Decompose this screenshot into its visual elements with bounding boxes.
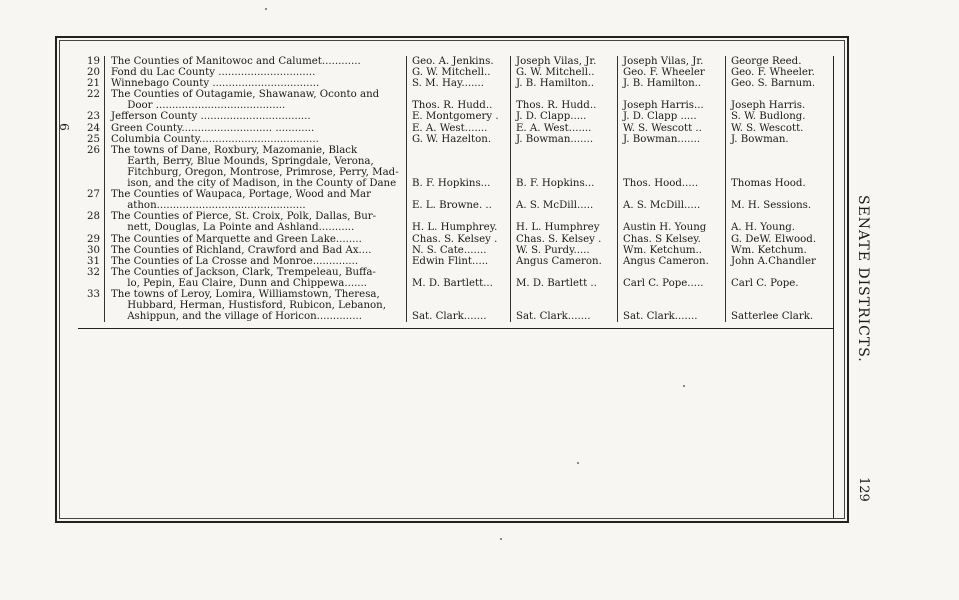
senator-col-2: G. W. Mitchell.. — [510, 67, 617, 78]
senator-col-4 — [725, 89, 837, 100]
senator-col-4: Geo. S. Barnum. — [725, 78, 837, 89]
paper-speck — [683, 385, 685, 387]
senator-col-1: Sat. Clark....... — [406, 311, 510, 322]
senator-col-4: Carl C. Pope. — [725, 278, 837, 289]
senator-col-3 — [617, 289, 725, 300]
district-number: 31 — [87, 255, 100, 267]
senator-col-4 — [725, 267, 837, 278]
district-number: 29 — [87, 233, 100, 245]
table-row — [78, 245, 833, 256]
district-description: Hubbard, Herman, Hustisford, Rubicon, Lebanon, — [104, 300, 406, 311]
senator-col-1: Geo. A. Jenkins. — [406, 56, 510, 67]
senator-col-1 — [406, 145, 510, 156]
side-title: SENATE DISTRICTS. — [855, 195, 871, 363]
senator-col-1 — [406, 300, 510, 311]
senator-col-3: Austin H. Young — [617, 222, 725, 233]
district-description: The Counties of La Crosse and Monroe.............. — [104, 256, 406, 267]
district-number: 22 — [87, 89, 100, 101]
district-number: 32 — [87, 266, 100, 278]
senator-col-3: Joseph Vilas, Jr. — [617, 56, 725, 67]
district-description: Door ........................................ — [104, 100, 406, 111]
senator-col-3: Thos. Hood..... — [617, 178, 725, 189]
senator-col-4: W. S. Wescott. — [725, 123, 837, 134]
senator-col-3: Wm. Ketchum.. — [617, 245, 725, 256]
district-number: 23 — [87, 111, 100, 123]
senator-col-2: J. Bowman....... — [510, 134, 617, 145]
senator-col-3: J. D. Clapp ..... — [617, 111, 725, 122]
table-right-rule — [833, 56, 834, 518]
senator-col-2: Joseph Vilas, Jr. — [510, 56, 617, 67]
district-number: 27 — [87, 189, 100, 201]
senator-col-2: M. D. Bartlett .. — [510, 278, 617, 289]
district-description: nett, Douglas, La Pointe and Ashland........... — [104, 222, 406, 233]
senator-col-2 — [510, 145, 617, 156]
page-number: 129 — [856, 477, 871, 502]
senator-col-1: S. M. Hay....... — [406, 78, 510, 89]
senator-col-2 — [510, 189, 617, 200]
district-number: 21 — [87, 78, 100, 90]
district-number — [78, 278, 104, 289]
table-row — [78, 156, 833, 167]
district-number: 33 — [87, 288, 100, 300]
table-row — [78, 111, 833, 122]
senator-col-3: W. S. Wescott .. — [617, 123, 725, 134]
senator-col-3: Geo. F. Wheeler — [617, 67, 725, 78]
district-description: The Counties of Waupaca, Portage, Wood and Mar — [104, 189, 406, 200]
table-row — [78, 134, 833, 145]
senator-col-2: E. A. West....... — [510, 123, 617, 134]
table-row — [78, 200, 833, 211]
table-row — [78, 267, 833, 278]
senator-col-1 — [406, 211, 510, 222]
district-number — [78, 200, 104, 211]
district-description: Winnebago County ................................. — [104, 78, 406, 89]
senate-districts-table — [78, 56, 833, 322]
senator-col-1: G. W. Mitchell.. — [406, 67, 510, 78]
district-description: The towns of Leroy, Lomira, Williamstown, Theresa, — [104, 289, 406, 300]
senator-col-3: Sat. Clark....... — [617, 311, 725, 322]
district-number: 28 — [87, 211, 100, 223]
senator-col-3 — [617, 300, 725, 311]
senator-col-4: Thomas Hood. — [725, 178, 837, 189]
district-description: Fond du Lac County .............................. — [104, 67, 406, 78]
senator-col-4: Satterlee Clark. — [725, 311, 837, 322]
senator-col-2: W. S. Purdy..... — [510, 245, 617, 256]
paper-speck — [500, 538, 502, 540]
senator-col-4: Joseph Harris. — [725, 100, 837, 111]
senator-col-2: Thos. R. Hudd.. — [510, 100, 617, 111]
senator-col-2: J. B. Hamilton.. — [510, 78, 617, 89]
senator-col-2: Chas. S. Kelsey . — [510, 234, 617, 245]
district-description: Green County............................ ............ — [104, 123, 406, 134]
senator-col-3: Carl C. Pope..... — [617, 278, 725, 289]
senator-col-2 — [510, 211, 617, 222]
senator-col-3: J. B. Hamilton.. — [617, 78, 725, 89]
district-number: 19 — [87, 56, 100, 67]
senator-col-3: Angus Cameron. — [617, 256, 725, 267]
senator-col-3: Joseph Harris... — [617, 100, 725, 111]
table-bottom-rule — [78, 328, 833, 329]
table-row — [78, 289, 833, 300]
table-row — [78, 300, 833, 311]
district-description: Fitchburg, Oregon, Montrose, Primrose, Perry, Mad- — [104, 167, 406, 178]
table-row — [78, 56, 833, 67]
district-number: 26 — [87, 144, 100, 156]
senator-col-4 — [725, 156, 837, 167]
senator-col-1 — [406, 167, 510, 178]
district-number: 20 — [87, 67, 100, 79]
senator-col-2 — [510, 89, 617, 100]
table-row — [78, 178, 833, 189]
senator-col-2: B. F. Hopkins... — [510, 178, 617, 189]
senator-col-4: M. H. Sessions. — [725, 200, 837, 211]
district-description: Jefferson County .................................. — [104, 111, 406, 122]
district-description: The Counties of Outagamie, Shawanaw, Oconto and — [104, 89, 406, 100]
senator-col-4: Geo. F. Wheeler. — [725, 67, 837, 78]
margin-number: 6 — [56, 123, 71, 131]
district-description: The Counties of Jackson, Clark, Trempeleau, Buffa- — [104, 267, 406, 278]
senator-col-1: G. W. Hazelton. — [406, 134, 510, 145]
senator-col-1: Chas. S. Kelsey . — [406, 234, 510, 245]
senator-col-1: Edwin Flint..... — [406, 256, 510, 267]
senator-col-2 — [510, 300, 617, 311]
senator-col-2: H. L. Humphrey — [510, 222, 617, 233]
senator-col-1 — [406, 89, 510, 100]
table-row — [78, 123, 833, 134]
table-row — [78, 222, 833, 233]
senator-col-4: John A.Chandler — [725, 256, 837, 267]
senator-col-2 — [510, 289, 617, 300]
senator-col-4 — [725, 167, 837, 178]
senator-col-4 — [725, 189, 837, 200]
senator-col-3: Chas. S Kelsey. — [617, 234, 725, 245]
district-description: The Counties of Manitowoc and Calumet............ — [104, 56, 406, 67]
district-description: athon.............................................. — [104, 200, 406, 211]
senator-col-4: A. H. Young. — [725, 222, 837, 233]
district-number: 25 — [87, 133, 100, 145]
table-row — [78, 145, 833, 156]
senator-col-4: Wm. Ketchum. — [725, 245, 837, 256]
district-description: Earth, Berry, Blue Mounds, Springdale, Verona, — [104, 156, 406, 167]
table-row — [78, 234, 833, 245]
district-number: 30 — [87, 244, 100, 256]
senator-col-4 — [725, 145, 837, 156]
senator-col-4 — [725, 289, 837, 300]
district-number — [78, 311, 104, 322]
senator-col-3 — [617, 211, 725, 222]
district-number — [78, 167, 104, 178]
senator-col-3: J. Bowman....... — [617, 134, 725, 145]
senator-col-1: H. L. Humphrey. — [406, 222, 510, 233]
senator-col-1 — [406, 289, 510, 300]
paper-speck — [265, 8, 267, 10]
senator-col-4: S. W. Budlong. — [725, 111, 837, 122]
senator-col-1: N. S. Cate....... — [406, 245, 510, 256]
senator-col-1: M. D. Bartlett... — [406, 278, 510, 289]
senator-col-2: J. D. Clapp..... — [510, 111, 617, 122]
senator-col-1: Thos. R. Hudd.. — [406, 100, 510, 111]
senator-col-2: A. S. McDill..... — [510, 200, 617, 211]
table-row — [78, 256, 833, 267]
district-description: The Counties of Pierce, St. Croix, Polk, Dallas, Bur- — [104, 211, 406, 222]
senator-col-1: E. Montgomery . — [406, 111, 510, 122]
paper-speck — [577, 462, 579, 464]
district-number — [78, 156, 104, 167]
senator-col-3 — [617, 267, 725, 278]
senator-col-3 — [617, 167, 725, 178]
senator-col-1 — [406, 156, 510, 167]
senator-col-1 — [406, 267, 510, 278]
district-number — [78, 300, 104, 311]
district-description: The towns of Dane, Roxbury, Mazomanie, Black — [104, 145, 406, 156]
senator-col-3: A. S. McDill..... — [617, 200, 725, 211]
senator-col-3 — [617, 189, 725, 200]
table-row — [78, 100, 833, 111]
senator-col-4 — [725, 300, 837, 311]
table-row — [78, 78, 833, 89]
district-description: ison, and the city of Madison, in the County of Dane — [104, 178, 406, 189]
district-description: The Counties of Marquette and Green Lake........ — [104, 234, 406, 245]
senator-col-2: Angus Cameron. — [510, 256, 617, 267]
district-number — [78, 222, 104, 233]
table-row — [78, 278, 833, 289]
senator-col-4: G. DeW. Elwood. — [725, 234, 837, 245]
district-description: lo, Pepin, Eau Claire, Dunn and Chippewa....... — [104, 278, 406, 289]
table-row — [78, 167, 833, 178]
district-number: 24 — [87, 122, 100, 134]
district-number — [78, 100, 104, 111]
senator-col-2: Sat. Clark....... — [510, 311, 617, 322]
senator-col-4 — [725, 211, 837, 222]
table-row — [78, 189, 833, 200]
district-description: Columbia County..................................... — [104, 134, 406, 145]
senator-col-2 — [510, 156, 617, 167]
senator-col-1 — [406, 189, 510, 200]
senator-col-1: E. L. Browne. .. — [406, 200, 510, 211]
table-row — [78, 211, 833, 222]
district-number — [78, 178, 104, 189]
district-description: Ashippun, and the village of Horicon.............. — [104, 311, 406, 322]
senator-col-1: B. F. Hopkins... — [406, 178, 510, 189]
senator-col-4: George Reed. — [725, 56, 837, 67]
senator-col-2 — [510, 267, 617, 278]
senator-col-4: J. Bowman. — [725, 134, 837, 145]
table-row — [78, 67, 833, 78]
senator-col-2 — [510, 167, 617, 178]
senator-col-3 — [617, 89, 725, 100]
senator-col-1: E. A. West....... — [406, 123, 510, 134]
district-description: The Counties of Richland, Crawford and Bad Ax.... — [104, 245, 406, 256]
table-row — [78, 311, 833, 322]
table-row — [78, 89, 833, 100]
senator-col-3 — [617, 145, 725, 156]
senator-col-3 — [617, 156, 725, 167]
